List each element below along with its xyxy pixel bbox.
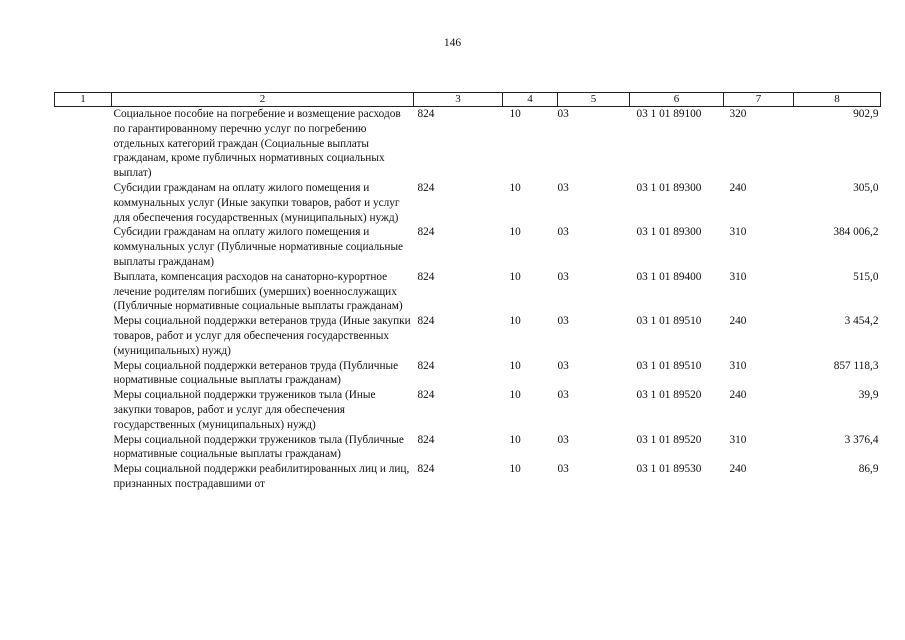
row-number-cell: [55, 359, 112, 389]
subsection-cell: 03: [557, 315, 569, 328]
table-header: [55, 93, 881, 107]
section-cell: 10: [509, 226, 521, 239]
row-number-cell: [55, 107, 112, 181]
admin-code-cell: 824: [417, 359, 435, 372]
description-cell: Меры социальной поддержки ветеранов труда (Иные закупки товаров, работ и услуг для обеспечения государственных (муниципальных) нужд): [113, 315, 411, 357]
target-article-cell: 03 1 01 89400: [636, 270, 702, 283]
amount-cell: 39,9: [858, 389, 879, 402]
description-cell: Выплата, компенсация расходов на санаторно-курортное лечение родителям погибших (умерших) военнослужащих (Публичные нормативные социальные выплаты гражданам): [113, 270, 403, 313]
description-cell: Субсидии гражданам на оплату жилого помещения и коммунальных услуг (Иные закупки товаров, работ и услуг для обеспечения государственных (муниципальных) нужд): [113, 181, 400, 224]
target-article-cell: 03 1 01 89300: [636, 226, 702, 239]
amount-cell: 86,9: [858, 463, 879, 476]
column-header-2: 2: [112, 93, 414, 107]
section-cell: 10: [509, 270, 521, 283]
amount-cell: 515,0: [853, 270, 879, 283]
admin-code-cell: 824: [417, 315, 435, 328]
section-cell: 10: [509, 463, 521, 476]
row-number-cell: [55, 314, 112, 358]
amount-cell: 902,9: [853, 108, 879, 120]
expense-type-cell: 240: [729, 389, 747, 402]
description-cell: Меры социальной поддержки реабилитированных лиц и лиц, признанных пострадавшими от: [113, 463, 410, 490]
table-row: [55, 462, 881, 492]
row-number-cell: [55, 388, 112, 432]
column-header-7: 7: [724, 93, 794, 107]
target-article-cell: 03 1 01 89510: [636, 359, 702, 372]
target-article-cell: 03 1 01 89510: [636, 315, 702, 328]
section-cell: 10: [509, 433, 521, 446]
page-number: 146: [443, 37, 462, 49]
section-cell: 10: [509, 108, 521, 120]
target-article-cell: 03 1 01 89300: [636, 181, 702, 194]
target-article-cell: 03 1 01 89100: [636, 108, 702, 120]
expense-type-cell: 310: [729, 359, 747, 372]
section-cell: 10: [509, 181, 521, 194]
expense-type-cell: 240: [729, 315, 747, 328]
column-header-3: 3: [414, 93, 503, 107]
target-article-cell: 03 1 01 89520: [636, 433, 702, 446]
amount-cell: 384 006,2: [833, 226, 879, 239]
admin-code-cell: 824: [417, 270, 435, 283]
subsection-cell: 03: [557, 270, 569, 283]
row-number-cell: [55, 225, 112, 269]
amount-cell: 305,0: [853, 181, 879, 194]
expense-type-cell: 310: [729, 270, 747, 283]
section-cell: 10: [509, 389, 521, 402]
table-row: [55, 314, 881, 358]
row-number-cell: [55, 433, 112, 463]
subsection-cell: 03: [557, 359, 569, 372]
section-cell: 10: [509, 359, 521, 372]
header-row: [55, 93, 881, 107]
budget-table: [54, 92, 881, 492]
subsection-cell: 03: [557, 181, 569, 194]
amount-cell: 3 376,4: [844, 433, 879, 446]
section-cell: 10: [509, 315, 521, 328]
expense-type-cell: 310: [729, 226, 747, 239]
row-number-cell: [55, 181, 112, 225]
table-row: [55, 225, 881, 269]
row-number-cell: [55, 462, 112, 492]
column-header-8: 8: [794, 93, 881, 107]
admin-code-cell: 824: [417, 181, 435, 194]
subsection-cell: 03: [557, 226, 569, 239]
subsection-cell: 03: [557, 108, 569, 120]
description-cell: Меры социальной поддержки тружеников тыла (Иные закупки товаров, работ и услуг для обеспечения государственных (муниципальных) нужд): [113, 389, 376, 431]
column-header-1: 1: [55, 93, 112, 107]
target-article-cell: 03 1 01 89520: [636, 389, 702, 402]
expense-type-cell: 240: [729, 463, 747, 476]
target-article-cell: 03 1 01 89530: [636, 463, 702, 476]
admin-code-cell: 824: [417, 463, 435, 476]
table-row: [55, 433, 881, 463]
column-header-4: 4: [503, 93, 558, 107]
subsection-cell: 03: [557, 433, 569, 446]
description-cell: Социальное пособие на погребение и возмещение расходов по гарантированному перечню услуг по погребению отдельных категорий граждан (Социальные выплаты гражданам, кроме публичных нормативных социальных выплат): [113, 108, 401, 180]
amount-cell: 3 454,2: [844, 315, 879, 328]
admin-code-cell: 824: [417, 433, 435, 446]
amount-cell: 857 118,3: [833, 359, 879, 372]
subsection-cell: 03: [557, 389, 569, 402]
description-cell: Меры социальной поддержки ветеранов труда (Публичные нормативные социальные выплаты гражданам): [113, 359, 399, 387]
table-row: [55, 181, 881, 225]
description-cell: Меры социальной поддержки тружеников тыла (Публичные нормативные социальные выплаты гражданам): [113, 433, 404, 461]
table-row: [55, 270, 881, 314]
description-cell: Субсидии гражданам на оплату жилого помещения и коммунальных услуг (Публичные нормативные социальные выплаты гражданам): [113, 226, 404, 268]
table-row: [55, 388, 881, 432]
table-row: [55, 107, 881, 181]
table-row: [55, 359, 881, 389]
row-number-cell: [55, 270, 112, 314]
expense-type-cell: 240: [729, 181, 747, 194]
expense-type-cell: 320: [729, 108, 747, 120]
subsection-cell: 03: [557, 463, 569, 476]
column-header-5: 5: [558, 93, 630, 107]
admin-code-cell: 824: [417, 389, 435, 402]
expense-type-cell: 310: [729, 433, 747, 446]
admin-code-cell: 824: [417, 226, 435, 239]
admin-code-cell: 824: [417, 108, 435, 120]
column-header-6: 6: [630, 93, 724, 107]
